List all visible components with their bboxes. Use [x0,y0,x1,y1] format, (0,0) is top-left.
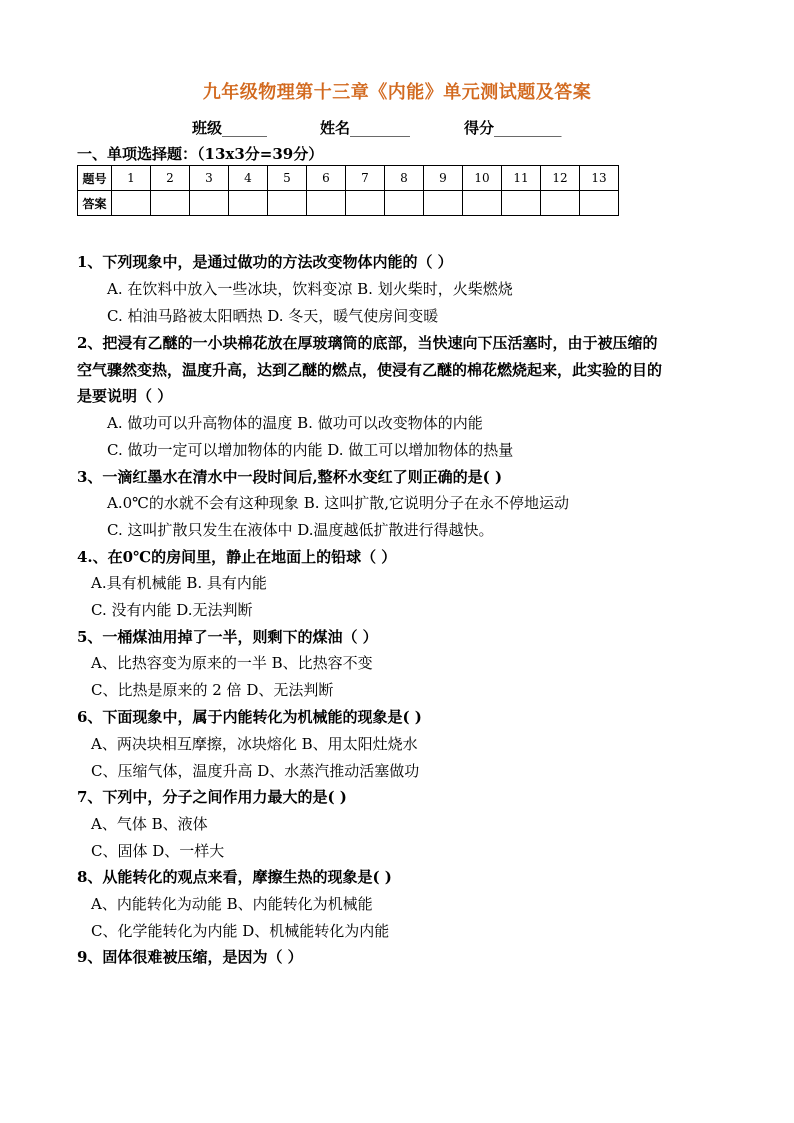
number-cell: 6 [307,166,346,191]
question-4: 4.、在0℃的房间里，静止在地面上的铅球（ ） [77,548,397,566]
page-title: 九年级物理第十三章《内能》单元测试题及答案 [202,82,592,103]
answer-cell[interactable] [541,191,580,216]
answer-cell[interactable] [190,191,229,216]
number-cell: 7 [346,166,385,191]
score-blank: _________ [494,119,562,137]
question-7: 7、下列中，分子之间作用力最大的是( ) [77,788,347,806]
option-line: A、内能转化为动能 B、内能转化为机械能 [91,895,373,913]
number-row [78,166,619,191]
name-field [320,117,410,138]
option-line: C、比热是原来的 2 倍 D、无法判断 [91,681,334,699]
question-3: 3、一滴红墨水在清水中一段时间后,整杯水变红了则正确的是( ) [77,468,503,486]
score-label: 得分 [464,119,495,137]
option-line: A、两决块相互摩擦，冰块熔化 B、用太阳灶烧水 [91,735,418,753]
number-cell: 2 [151,166,190,191]
question-5: 5、一桶煤油用掉了一半，则剩下的煤油（ ） [77,628,378,646]
class-label: 班级 [192,119,223,137]
question-2-cont: 空气骤然变热，温度升高，达到乙醚的燃点，使浸有乙醚的棉花燃烧起来，此实验的目的 [77,361,663,379]
question-2-cont: 是要说明（ ） [77,387,173,405]
number-cell: 5 [268,166,307,191]
question-6: 6、下面现象中，属于内能转化为机械能的现象是( ) [77,708,422,726]
option-line: A.0℃的水就不会有这种现象 B. 这叫扩散,它说明分子在永不停地运动 [107,494,570,512]
number-cell: 4 [229,166,268,191]
answer-cell[interactable] [385,191,424,216]
option-line: C、压缩气体，温度升高 D、水蒸汽推动活塞做功 [91,762,420,780]
class-field [192,117,267,138]
option-line: C. 做功一定可以增加物体的内能 D. 做工可以增加物体的热量 [107,441,514,459]
answer-cell[interactable] [151,191,190,216]
number-cell: 13 [580,166,619,191]
answer-cell[interactable] [268,191,307,216]
section-heading: 一、单项选择题：（13x3分=39分） [77,145,324,163]
answer-table [77,165,619,216]
question-1: 1、下列现象中，是通过做功的方法改变物体内能的（ ） [77,253,453,271]
option-line: C. 没有内能 D.无法判断 [91,601,253,619]
answer-cell[interactable] [463,191,502,216]
name-label: 姓名 [320,119,351,137]
number-cell: 1 [112,166,151,191]
question-2: 2、把浸有乙醚的一小块棉花放在厚玻璃筒的底部，当快速向下压活塞时，由于被压缩的 [77,334,658,352]
score-field [464,117,562,138]
number-header: 题号 [78,166,112,191]
option-line: A.具有机械能 B. 具有内能 [91,574,267,592]
option-line: A. 做功可以升高物体的温度 B. 做功可以改变物体的内能 [107,414,483,432]
option-line: C. 柏油马路被太阳晒热 D. 冬天，暖气使房间变暖 [107,307,439,325]
answer-cell[interactable] [580,191,619,216]
option-line: A. 在饮料中放入一些冰块，饮料变凉 B. 划火柴时，火柴燃烧 [107,280,513,298]
answer-row [78,191,619,216]
answer-cell[interactable] [112,191,151,216]
answer-cell[interactable] [502,191,541,216]
number-cell: 11 [502,166,541,191]
answer-cell[interactable] [229,191,268,216]
number-cell: 9 [424,166,463,191]
answer-cell[interactable] [307,191,346,216]
answer-header: 答案 [78,191,112,216]
name-blank: ________ [350,119,411,137]
option-line: C. 这叫扩散只发生在液体中 D.温度越低扩散进行得越快。 [107,521,494,539]
number-cell: 3 [190,166,229,191]
number-cell: 12 [541,166,580,191]
question-9: 9、固体很难被压缩，是因为（ ） [77,948,303,966]
option-line: A、气体 B、液体 [91,815,208,833]
class-blank: ______ [222,119,268,137]
option-line: C、化学能转化为内能 D、机械能转化为内能 [91,922,390,940]
number-cell: 10 [463,166,502,191]
option-line: A、比热容变为原来的一半 B、比热容不变 [91,654,373,672]
question-8: 8、从能转化的观点来看，摩擦生热的现象是( ) [77,868,392,886]
option-line: C、固体 D、一样大 [91,842,225,860]
number-cell: 8 [385,166,424,191]
answer-cell[interactable] [424,191,463,216]
answer-cell[interactable] [346,191,385,216]
